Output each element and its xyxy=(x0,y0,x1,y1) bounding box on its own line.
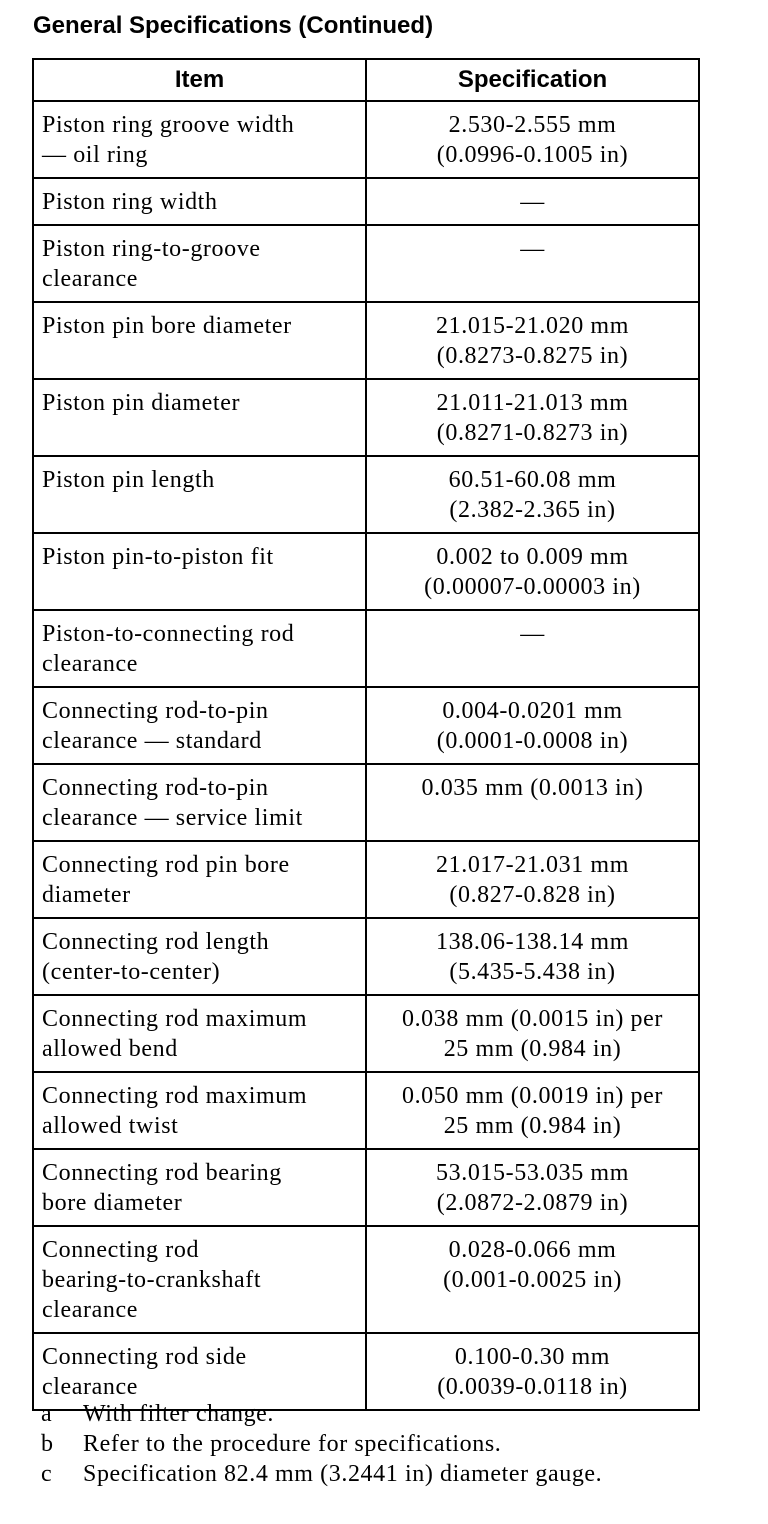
specification-text: 0.035 mm (0.0013 in) xyxy=(421,775,644,801)
specification-text: 60.51-60.08 mm xyxy=(448,467,617,493)
item-text: Connecting rod-to-pin xyxy=(42,775,269,801)
item-text: Connecting rod-to-pin xyxy=(42,698,269,724)
specification-text: (2.382-2.365 in) xyxy=(449,497,616,523)
item-cell xyxy=(33,101,366,178)
specification-cell xyxy=(366,687,699,764)
item-cell xyxy=(33,841,366,918)
item-cell xyxy=(33,379,366,456)
item-text: allowed twist xyxy=(42,1113,179,1139)
specification-cell xyxy=(366,533,699,610)
table-row xyxy=(33,101,699,178)
item-text: allowed bend xyxy=(42,1036,178,1062)
table-row xyxy=(33,995,699,1072)
specification-cell xyxy=(366,1226,699,1333)
specification-text: (2.0872-2.0879 in) xyxy=(436,1190,629,1216)
item-text: Connecting rod bearing xyxy=(42,1160,282,1186)
footnote xyxy=(41,1399,602,1429)
footnote-key: b xyxy=(41,1431,54,1457)
item-cell xyxy=(33,918,366,995)
specification-cell xyxy=(366,101,699,178)
footnote xyxy=(41,1459,602,1489)
item-text: Piston ring width xyxy=(42,189,218,215)
specification-cell xyxy=(366,918,699,995)
table-row xyxy=(33,1072,699,1149)
specification-text: (0.8271-0.8273 in) xyxy=(436,420,629,446)
item-text: bore diameter xyxy=(42,1190,183,1216)
table-row xyxy=(33,533,699,610)
item-text: Connecting rod maximum xyxy=(42,1083,308,1109)
item-text: Piston ring groove width xyxy=(42,112,295,138)
table-row xyxy=(33,764,699,841)
item-text: Piston pin length xyxy=(42,467,215,493)
specifications-table xyxy=(32,58,700,1411)
specification-text: (0.00007-0.00003 in) xyxy=(424,574,641,600)
item-cell xyxy=(33,533,366,610)
specification-text: 25 mm (0.984 in) xyxy=(443,1036,622,1062)
item-text: Piston ring-to-groove xyxy=(42,236,261,262)
specification-text: 0.028-0.066 mm xyxy=(448,1237,617,1263)
specification-cell xyxy=(366,225,699,302)
item-text: clearance xyxy=(42,1374,138,1400)
specification-cell xyxy=(366,1149,699,1226)
table-row xyxy=(33,1226,699,1333)
footnote xyxy=(41,1429,602,1459)
specification-text: 2.530-2.555 mm xyxy=(448,112,617,138)
item-text: clearance xyxy=(42,651,138,677)
table-row xyxy=(33,456,699,533)
table-row xyxy=(33,687,699,764)
item-text: bearing-to-crankshaft xyxy=(42,1267,262,1293)
item-text: clearance xyxy=(42,1297,138,1323)
specification-cell xyxy=(366,456,699,533)
column-header-item: Item xyxy=(33,59,366,101)
table-header-row xyxy=(33,59,699,101)
item-text: — oil ring xyxy=(42,142,148,168)
item-text: clearance — service limit xyxy=(42,805,303,831)
item-cell xyxy=(33,995,366,1072)
specification-text: (0.827-0.828 in) xyxy=(449,882,616,908)
table-row xyxy=(33,225,699,302)
item-text: Piston pin bore diameter xyxy=(42,313,292,339)
item-text: Connecting rod length xyxy=(42,929,270,955)
specification-text: — xyxy=(520,189,545,215)
table-row xyxy=(33,610,699,687)
table-row xyxy=(33,918,699,995)
item-cell xyxy=(33,764,366,841)
specification-text: (5.435-5.438 in) xyxy=(449,959,616,985)
footnotes xyxy=(41,1399,602,1489)
specification-text: (0.0001-0.0008 in) xyxy=(436,728,629,754)
item-text: Connecting rod xyxy=(42,1237,200,1263)
item-text: Piston-to-connecting rod xyxy=(42,621,295,647)
specification-cell xyxy=(366,178,699,225)
specification-text: — xyxy=(520,621,545,647)
item-cell xyxy=(33,1226,366,1333)
item-text: Connecting rod pin bore xyxy=(42,852,290,878)
specification-text: 0.100-0.30 mm xyxy=(454,1344,611,1370)
item-text: Piston pin diameter xyxy=(42,390,241,416)
specification-text: (0.8273-0.8275 in) xyxy=(436,343,629,369)
page-title: General Specifications (Continued) xyxy=(33,12,434,39)
specification-cell xyxy=(366,379,699,456)
item-cell xyxy=(33,456,366,533)
column-header-specification: Specification xyxy=(366,59,699,101)
table-row xyxy=(33,1149,699,1226)
footnote-text: With filter change. xyxy=(83,1401,275,1427)
specification-text: 25 mm (0.984 in) xyxy=(443,1113,622,1139)
footnote-text: Refer to the procedure for specifications. xyxy=(83,1431,502,1457)
specification-text: 0.050 mm (0.0019 in) per xyxy=(401,1083,664,1109)
footnote-key: a xyxy=(41,1401,53,1427)
item-cell xyxy=(33,610,366,687)
specification-text: 0.002 to 0.009 mm xyxy=(436,544,629,570)
item-cell xyxy=(33,178,366,225)
specification-cell xyxy=(366,764,699,841)
item-text: Connecting rod maximum xyxy=(42,1006,308,1032)
table-row xyxy=(33,841,699,918)
specification-text: 0.004-0.0201 mm xyxy=(442,698,623,724)
item-cell xyxy=(33,1149,366,1226)
specification-text: (0.0996-0.1005 in) xyxy=(436,142,629,168)
specification-text: (0.0039-0.0118 in) xyxy=(437,1374,628,1400)
table-body xyxy=(33,101,699,1410)
item-cell xyxy=(33,1072,366,1149)
table-row xyxy=(33,302,699,379)
specification-text: 0.038 mm (0.0015 in) per xyxy=(401,1006,664,1032)
table-row xyxy=(33,379,699,456)
specification-cell xyxy=(366,302,699,379)
specification-text: 53.015-53.035 mm xyxy=(436,1160,629,1186)
specification-cell xyxy=(366,1072,699,1149)
item-text: (center-to-center) xyxy=(42,959,221,985)
item-cell xyxy=(33,687,366,764)
item-cell xyxy=(33,302,366,379)
footnote-key: c xyxy=(41,1461,53,1487)
item-text: Connecting rod side xyxy=(42,1344,247,1370)
specification-text: 21.015-21.020 mm xyxy=(436,313,629,339)
specification-text: (0.001-0.0025 in) xyxy=(443,1267,622,1293)
specification-text: — xyxy=(520,236,545,262)
specification-text: 138.06-138.14 mm xyxy=(436,929,629,955)
item-cell xyxy=(33,225,366,302)
specification-cell xyxy=(366,841,699,918)
item-text: clearance xyxy=(42,266,138,292)
table-row xyxy=(33,178,699,225)
specification-cell xyxy=(366,995,699,1072)
specification-cell xyxy=(366,610,699,687)
footnote-text: Specification 82.4 mm (3.2441 in) diameter gauge. xyxy=(83,1461,603,1487)
specification-text: 21.011-21.013 mm xyxy=(436,390,629,416)
item-text: Piston pin-to-piston fit xyxy=(42,544,274,570)
specification-text: 21.017-21.031 mm xyxy=(436,852,629,878)
item-text: clearance — standard xyxy=(42,728,262,754)
item-text: diameter xyxy=(42,882,131,908)
